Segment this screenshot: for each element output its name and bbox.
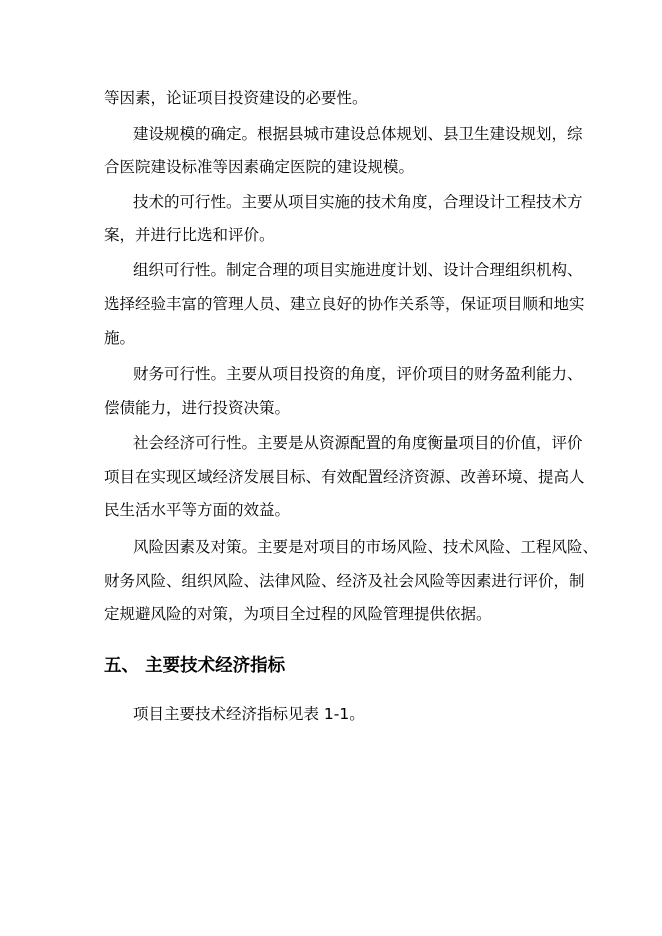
text-line: 施。 [104,329,136,347]
text-line: 等因素，论证项目投资建设的必要性。 [104,89,368,107]
text-line: 社会经济可行性。主要是从资源配置的角度衡量项目的价值，评价 [133,434,583,452]
text-line: 组织可行性。制定合理的项目实施进度计划、设计合理组织机构、 [133,261,583,279]
text-line: 案，并进行比选和评价。 [104,226,275,244]
text-line: 风险因素及对策。主要是对项目的市场风险、技术风险、工程风险、 [133,538,599,556]
text-line: 合医院建设标准等因素确定医院的建设规模。 [104,158,415,176]
closing-line: 项目主要技术经济指标见表 1-1。 [133,705,365,723]
text-line: 民生活水平等方面的效益。 [104,501,291,519]
text-line: 偿债能力，进行投资决策。 [104,399,291,417]
text-line: 选择经验丰富的管理人员、建立良好的协作关系等，保证项目顺和地实 [104,295,585,313]
text-line: 项目在实现区域经济发展目标、有效配置经济资源、改善环境、提高人 [104,468,585,486]
text-line: 定规避风险的对策，为项目全过程的风险管理提供依据。 [104,605,492,623]
text-line: 财务可行性。主要从项目投资的角度，评价项目的财务盈利能力、 [133,365,583,383]
text-line: 财务风险、组织风险、法律风险、经济及社会风险等因素进行评价，制 [104,572,585,590]
section-heading: 五、 主要技术经济指标 [104,656,286,676]
text-line: 建设规模的确定。根据县城市建设总体规划、县卫生建设规划，综 [133,125,583,143]
text-line: 技术的可行性。主要从项目实施的技术角度，合理设计工程技术方 [133,193,583,211]
